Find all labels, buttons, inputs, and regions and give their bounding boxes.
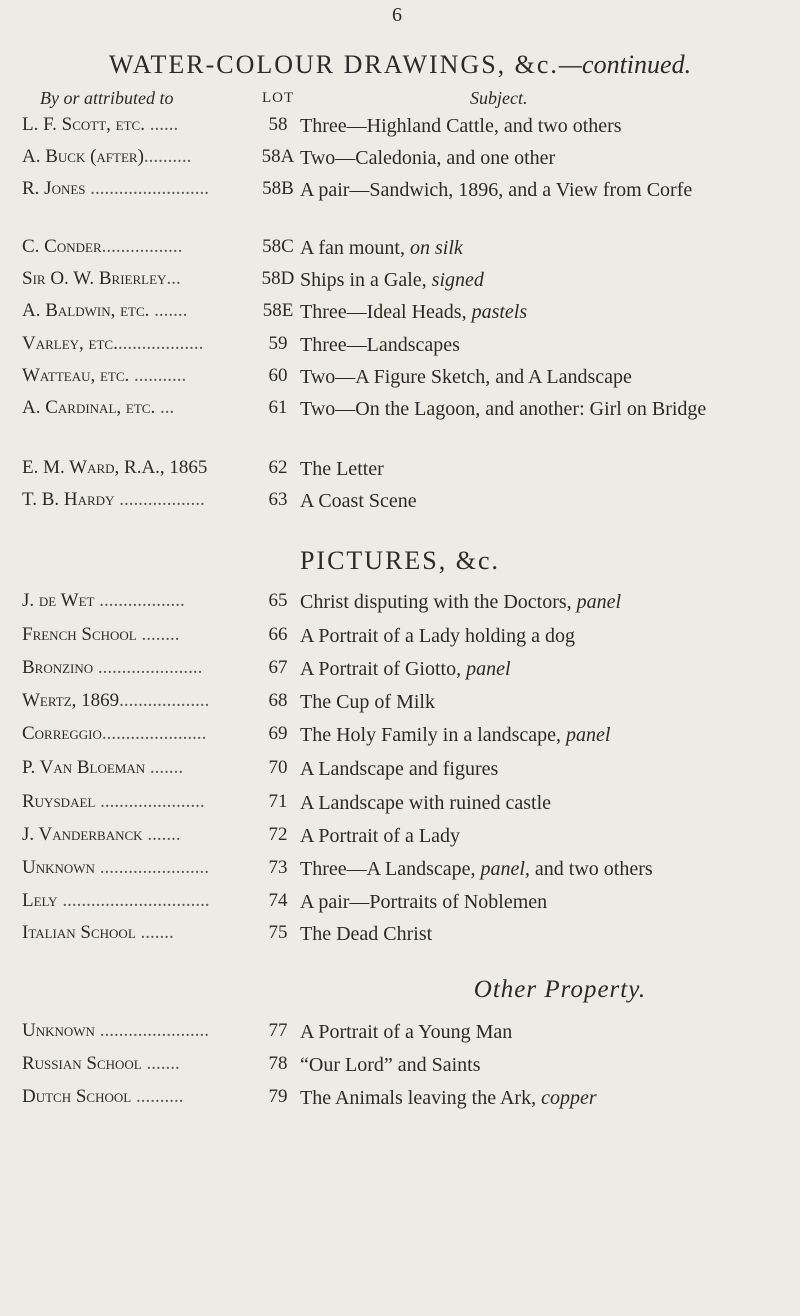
- lot-number: 72: [268, 824, 288, 845]
- leader-dots: ...: [155, 397, 175, 418]
- lot-number: 59: [268, 333, 288, 354]
- leader-dots: ..................: [117, 333, 204, 354]
- subject: A fan mount, on silk: [300, 237, 463, 259]
- artist-name: Russian School: [22, 1053, 142, 1074]
- artist-name: A. Buck (after): [22, 146, 144, 167]
- column-header-lot: LOT: [262, 90, 295, 106]
- artist-name: Ruysdael: [22, 791, 96, 812]
- lot-number: 74: [268, 890, 288, 911]
- leader-dots: ......................: [95, 791, 205, 812]
- artist-name: Dutch School: [22, 1086, 132, 1107]
- leader-dots: .................: [101, 236, 183, 257]
- column-header-subject: Subject.: [470, 88, 528, 108]
- artist-name: Lely: [22, 890, 58, 911]
- leader-dots: .......................: [94, 1020, 209, 1041]
- lot-number: 69: [268, 723, 288, 744]
- lot-number: 70: [268, 757, 288, 778]
- subject: A pair—Sandwich, 1896, and a View from Corfe: [300, 179, 693, 201]
- lot-number: 78: [268, 1053, 288, 1074]
- artist-name: A. Baldwin, etc.: [22, 300, 150, 321]
- leader-dots: ..................: [114, 489, 205, 510]
- subject: Three—Landscapes: [300, 334, 460, 356]
- artist-name: E. M. Ward, R.A., 1865: [22, 457, 208, 478]
- artist-name: J. Vanderbanck: [22, 824, 143, 845]
- lot-number: 68: [268, 690, 288, 711]
- artist-name: Bronzino: [22, 657, 94, 678]
- lot-number: 58: [268, 114, 288, 135]
- lot-number: 60: [268, 365, 288, 386]
- subject: Two—Caledonia, and one other: [300, 147, 556, 169]
- artist-name: C. Conder: [22, 236, 102, 257]
- artist-name: Varley, etc.: [22, 333, 118, 354]
- subject: “Our Lord” and Saints: [300, 1054, 481, 1076]
- lot-number: 58A: [261, 146, 295, 167]
- leader-dots: .......: [142, 824, 181, 845]
- lot-number: 58D: [261, 268, 295, 289]
- lot-number: 62: [268, 457, 288, 478]
- artist-name: Italian School: [22, 922, 136, 943]
- leader-dots: ...............................: [57, 890, 210, 911]
- lot-number: 75: [268, 922, 288, 943]
- artist-name: French School: [22, 624, 137, 645]
- lot-number: 63: [268, 489, 288, 510]
- artist-name: Unknown: [22, 857, 95, 878]
- lot-number: 65: [268, 590, 288, 611]
- leader-dots: ..................: [94, 590, 185, 611]
- subject: A Landscape with ruined castle: [300, 792, 552, 814]
- artist-name: A. Cardinal, etc.: [22, 397, 156, 418]
- leader-dots: ......: [144, 114, 179, 135]
- subject: A Portrait of a Young Man: [300, 1021, 513, 1043]
- pictures-heading: PICTURES, &c.: [299, 546, 501, 575]
- artist-name: T. B. Hardy: [22, 489, 115, 510]
- artist-name: Watteau, etc.: [22, 365, 130, 386]
- lot-number: 79: [268, 1086, 288, 1107]
- artist-name: Wertz, 1869: [22, 690, 120, 711]
- lot-number: 66: [268, 624, 288, 645]
- subject: A pair—Portraits of Noblemen: [300, 891, 548, 913]
- leader-dots: ..........: [143, 146, 192, 167]
- leader-dots: ...: [166, 268, 181, 289]
- artist-name: P. Van Bloeman: [22, 757, 146, 778]
- subject: A Portrait of a Lady: [300, 825, 460, 847]
- lot-number: 58C: [262, 236, 294, 257]
- subject: Ships in a Gale, signed: [300, 269, 484, 291]
- subject: A Portrait of Giotto, panel: [300, 658, 511, 680]
- leader-dots: ......................: [93, 657, 203, 678]
- artist-name: Sir O. W. Brierley: [22, 268, 167, 289]
- artist-name: L. F. Scott, etc.: [22, 114, 145, 135]
- page-number: 6: [392, 4, 402, 26]
- subject: The Letter: [300, 458, 384, 480]
- leader-dots: .......: [149, 300, 188, 321]
- lot-number: 77: [268, 1020, 288, 1041]
- leader-dots: .......................: [94, 857, 209, 878]
- subject: A Coast Scene: [300, 490, 417, 512]
- lot-number: 58E: [262, 300, 294, 321]
- subject: Christ disputing with the Doctors, panel: [300, 591, 622, 613]
- leader-dots: ...........: [129, 365, 187, 386]
- artist-name: Correggio: [22, 723, 102, 744]
- subject: A Portrait of a Lady holding a dog: [300, 625, 575, 647]
- title-suffix: —continued.: [558, 50, 692, 79]
- other-property-heading: Other Property.: [473, 976, 647, 1003]
- leader-dots: ........: [136, 624, 180, 645]
- subject: The Cup of Milk: [300, 691, 435, 713]
- leader-dots: ......................: [101, 723, 207, 744]
- leader-dots: .......: [135, 922, 174, 943]
- subject: The Animals leaving the Ark, copper: [300, 1087, 597, 1109]
- lot-number: 61: [268, 397, 288, 418]
- subject: Three—Ideal Heads, pastels: [300, 301, 528, 323]
- subject: Three—Highland Cattle, and two others: [300, 115, 622, 137]
- title-text: WATER-COLOUR DRAWINGS, &c.: [108, 50, 559, 79]
- subject: Two—On the Lagoon, and another: Girl on Bridge: [300, 398, 707, 420]
- subject: Two—A Figure Sketch, and A Landscape: [300, 366, 632, 388]
- subject: A Landscape and figures: [300, 758, 499, 780]
- lot-number: 73: [268, 857, 288, 878]
- lot-number: 71: [268, 791, 288, 812]
- leader-dots: .......: [141, 1053, 180, 1074]
- subject: The Dead Christ: [300, 923, 433, 945]
- subject: The Holy Family in a landscape, panel: [300, 724, 611, 746]
- leader-dots: .........................: [85, 178, 210, 199]
- artist-name: J. de Wet: [22, 590, 95, 611]
- lot-number: 58B: [262, 178, 294, 199]
- artist-name: Unknown: [22, 1020, 95, 1041]
- column-header-artist: By or attributed to: [40, 88, 174, 108]
- leader-dots: ...................: [119, 690, 210, 711]
- leader-dots: .......: [145, 757, 184, 778]
- artist-name: R. Jones: [22, 178, 86, 199]
- subject: Three—A Landscape, panel, and two others: [300, 858, 653, 880]
- lot-number: 67: [268, 657, 288, 678]
- page-title: [30, 50, 770, 80]
- leader-dots: ..........: [131, 1086, 184, 1107]
